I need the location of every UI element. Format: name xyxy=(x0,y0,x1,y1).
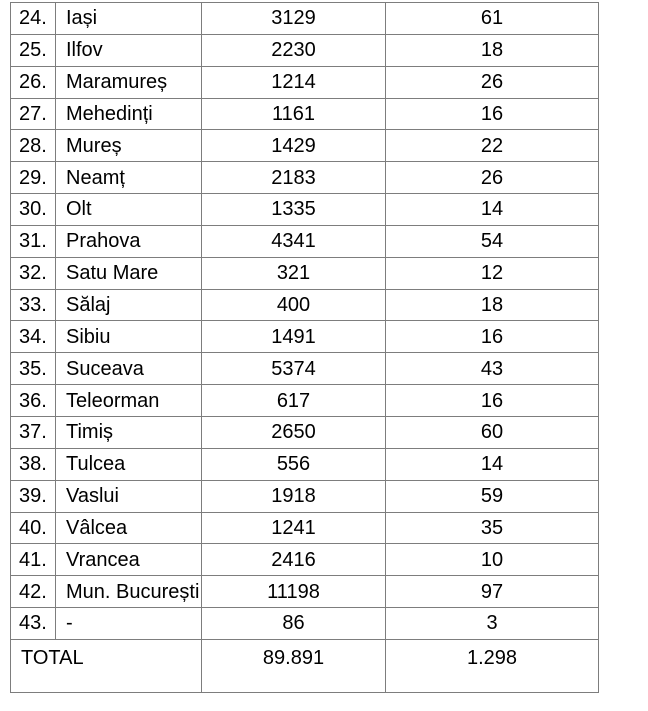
value-2-cell: 16 xyxy=(386,385,599,417)
value-1-cell: 1335 xyxy=(202,194,386,226)
value-1-cell: 2650 xyxy=(202,416,386,448)
total-value-2-cell: 1.298 xyxy=(386,639,599,692)
value-1-cell: 86 xyxy=(202,608,386,640)
row-number-cell: 39. xyxy=(11,480,56,512)
value-1-cell: 2230 xyxy=(202,34,386,66)
county-name-cell: Suceava xyxy=(56,353,202,385)
value-2-cell: 43 xyxy=(386,353,599,385)
value-2-cell: 16 xyxy=(386,321,599,353)
value-1-cell: 617 xyxy=(202,385,386,417)
county-name-cell: Tulcea xyxy=(56,448,202,480)
table-row xyxy=(11,321,599,353)
row-number-cell: 25. xyxy=(11,34,56,66)
county-name-cell: Mureș xyxy=(56,130,202,162)
table-row xyxy=(11,416,599,448)
row-number-cell: 41. xyxy=(11,544,56,576)
table-row xyxy=(11,544,599,576)
table-row xyxy=(11,448,599,480)
county-name-cell: - xyxy=(56,608,202,640)
value-2-cell: 10 xyxy=(386,544,599,576)
value-2-cell: 18 xyxy=(386,34,599,66)
value-1-cell: 2183 xyxy=(202,162,386,194)
value-1-cell: 1161 xyxy=(202,98,386,130)
table-row xyxy=(11,576,599,608)
value-2-cell: 61 xyxy=(386,3,599,35)
county-name-cell: Timiș xyxy=(56,416,202,448)
value-2-cell: 54 xyxy=(386,225,599,257)
value-1-cell: 1429 xyxy=(202,130,386,162)
row-number-cell: 27. xyxy=(11,98,56,130)
row-number-cell: 36. xyxy=(11,385,56,417)
table-row xyxy=(11,225,599,257)
value-2-cell: 26 xyxy=(386,162,599,194)
total-label-cell: TOTAL xyxy=(11,639,202,692)
row-number-cell: 26. xyxy=(11,66,56,98)
row-number-cell: 43. xyxy=(11,608,56,640)
row-number-cell: 32. xyxy=(11,257,56,289)
value-2-cell: 14 xyxy=(386,194,599,226)
county-name-cell: Maramureș xyxy=(56,66,202,98)
row-number-cell: 24. xyxy=(11,3,56,35)
value-2-cell: 18 xyxy=(386,289,599,321)
value-2-cell: 12 xyxy=(386,257,599,289)
county-name-cell: Vâlcea xyxy=(56,512,202,544)
county-name-cell: Neamț xyxy=(56,162,202,194)
total-value-1-cell: 89.891 xyxy=(202,639,386,692)
value-1-cell: 321 xyxy=(202,257,386,289)
county-name-cell: Satu Mare xyxy=(56,257,202,289)
table-row xyxy=(11,608,599,640)
value-2-cell: 60 xyxy=(386,416,599,448)
row-number-cell: 40. xyxy=(11,512,56,544)
value-1-cell: 5374 xyxy=(202,353,386,385)
table-row xyxy=(11,257,599,289)
value-2-cell: 35 xyxy=(386,512,599,544)
value-2-cell: 22 xyxy=(386,130,599,162)
county-name-cell: Sibiu xyxy=(56,321,202,353)
row-number-cell: 37. xyxy=(11,416,56,448)
table-row xyxy=(11,3,599,35)
value-1-cell: 1241 xyxy=(202,512,386,544)
value-1-cell: 1491 xyxy=(202,321,386,353)
value-1-cell: 556 xyxy=(202,448,386,480)
table-row xyxy=(11,34,599,66)
table-row xyxy=(11,480,599,512)
row-number-cell: 29. xyxy=(11,162,56,194)
row-number-cell: 33. xyxy=(11,289,56,321)
value-1-cell: 2416 xyxy=(202,544,386,576)
table-row xyxy=(11,353,599,385)
row-number-cell: 28. xyxy=(11,130,56,162)
value-1-cell: 11198 xyxy=(202,576,386,608)
county-name-cell: Ilfov xyxy=(56,34,202,66)
county-name-cell: Sălaj xyxy=(56,289,202,321)
table-row xyxy=(11,98,599,130)
row-number-cell: 42. xyxy=(11,576,56,608)
table-row xyxy=(11,289,599,321)
value-1-cell: 1918 xyxy=(202,480,386,512)
value-2-cell: 59 xyxy=(386,480,599,512)
county-name-cell: Mun. București xyxy=(56,576,202,608)
value-2-cell: 14 xyxy=(386,448,599,480)
value-1-cell: 4341 xyxy=(202,225,386,257)
total-row xyxy=(11,639,599,692)
county-name-cell: Teleorman xyxy=(56,385,202,417)
county-name-cell: Iași xyxy=(56,3,202,35)
row-number-cell: 31. xyxy=(11,225,56,257)
value-2-cell: 3 xyxy=(386,608,599,640)
county-name-cell: Prahova xyxy=(56,225,202,257)
county-name-cell: Vaslui xyxy=(56,480,202,512)
county-data-table xyxy=(10,2,599,693)
row-number-cell: 35. xyxy=(11,353,56,385)
county-name-cell: Olt xyxy=(56,194,202,226)
row-number-cell: 30. xyxy=(11,194,56,226)
table-row xyxy=(11,162,599,194)
table-body xyxy=(11,3,599,693)
county-name-cell: Vrancea xyxy=(56,544,202,576)
value-1-cell: 400 xyxy=(202,289,386,321)
county-name-cell: Mehedinți xyxy=(56,98,202,130)
value-2-cell: 26 xyxy=(386,66,599,98)
table-row xyxy=(11,385,599,417)
value-2-cell: 16 xyxy=(386,98,599,130)
table-row xyxy=(11,130,599,162)
table-row xyxy=(11,66,599,98)
value-1-cell: 3129 xyxy=(202,3,386,35)
value-2-cell: 97 xyxy=(386,576,599,608)
row-number-cell: 38. xyxy=(11,448,56,480)
table-row xyxy=(11,512,599,544)
table-row xyxy=(11,194,599,226)
row-number-cell: 34. xyxy=(11,321,56,353)
value-1-cell: 1214 xyxy=(202,66,386,98)
